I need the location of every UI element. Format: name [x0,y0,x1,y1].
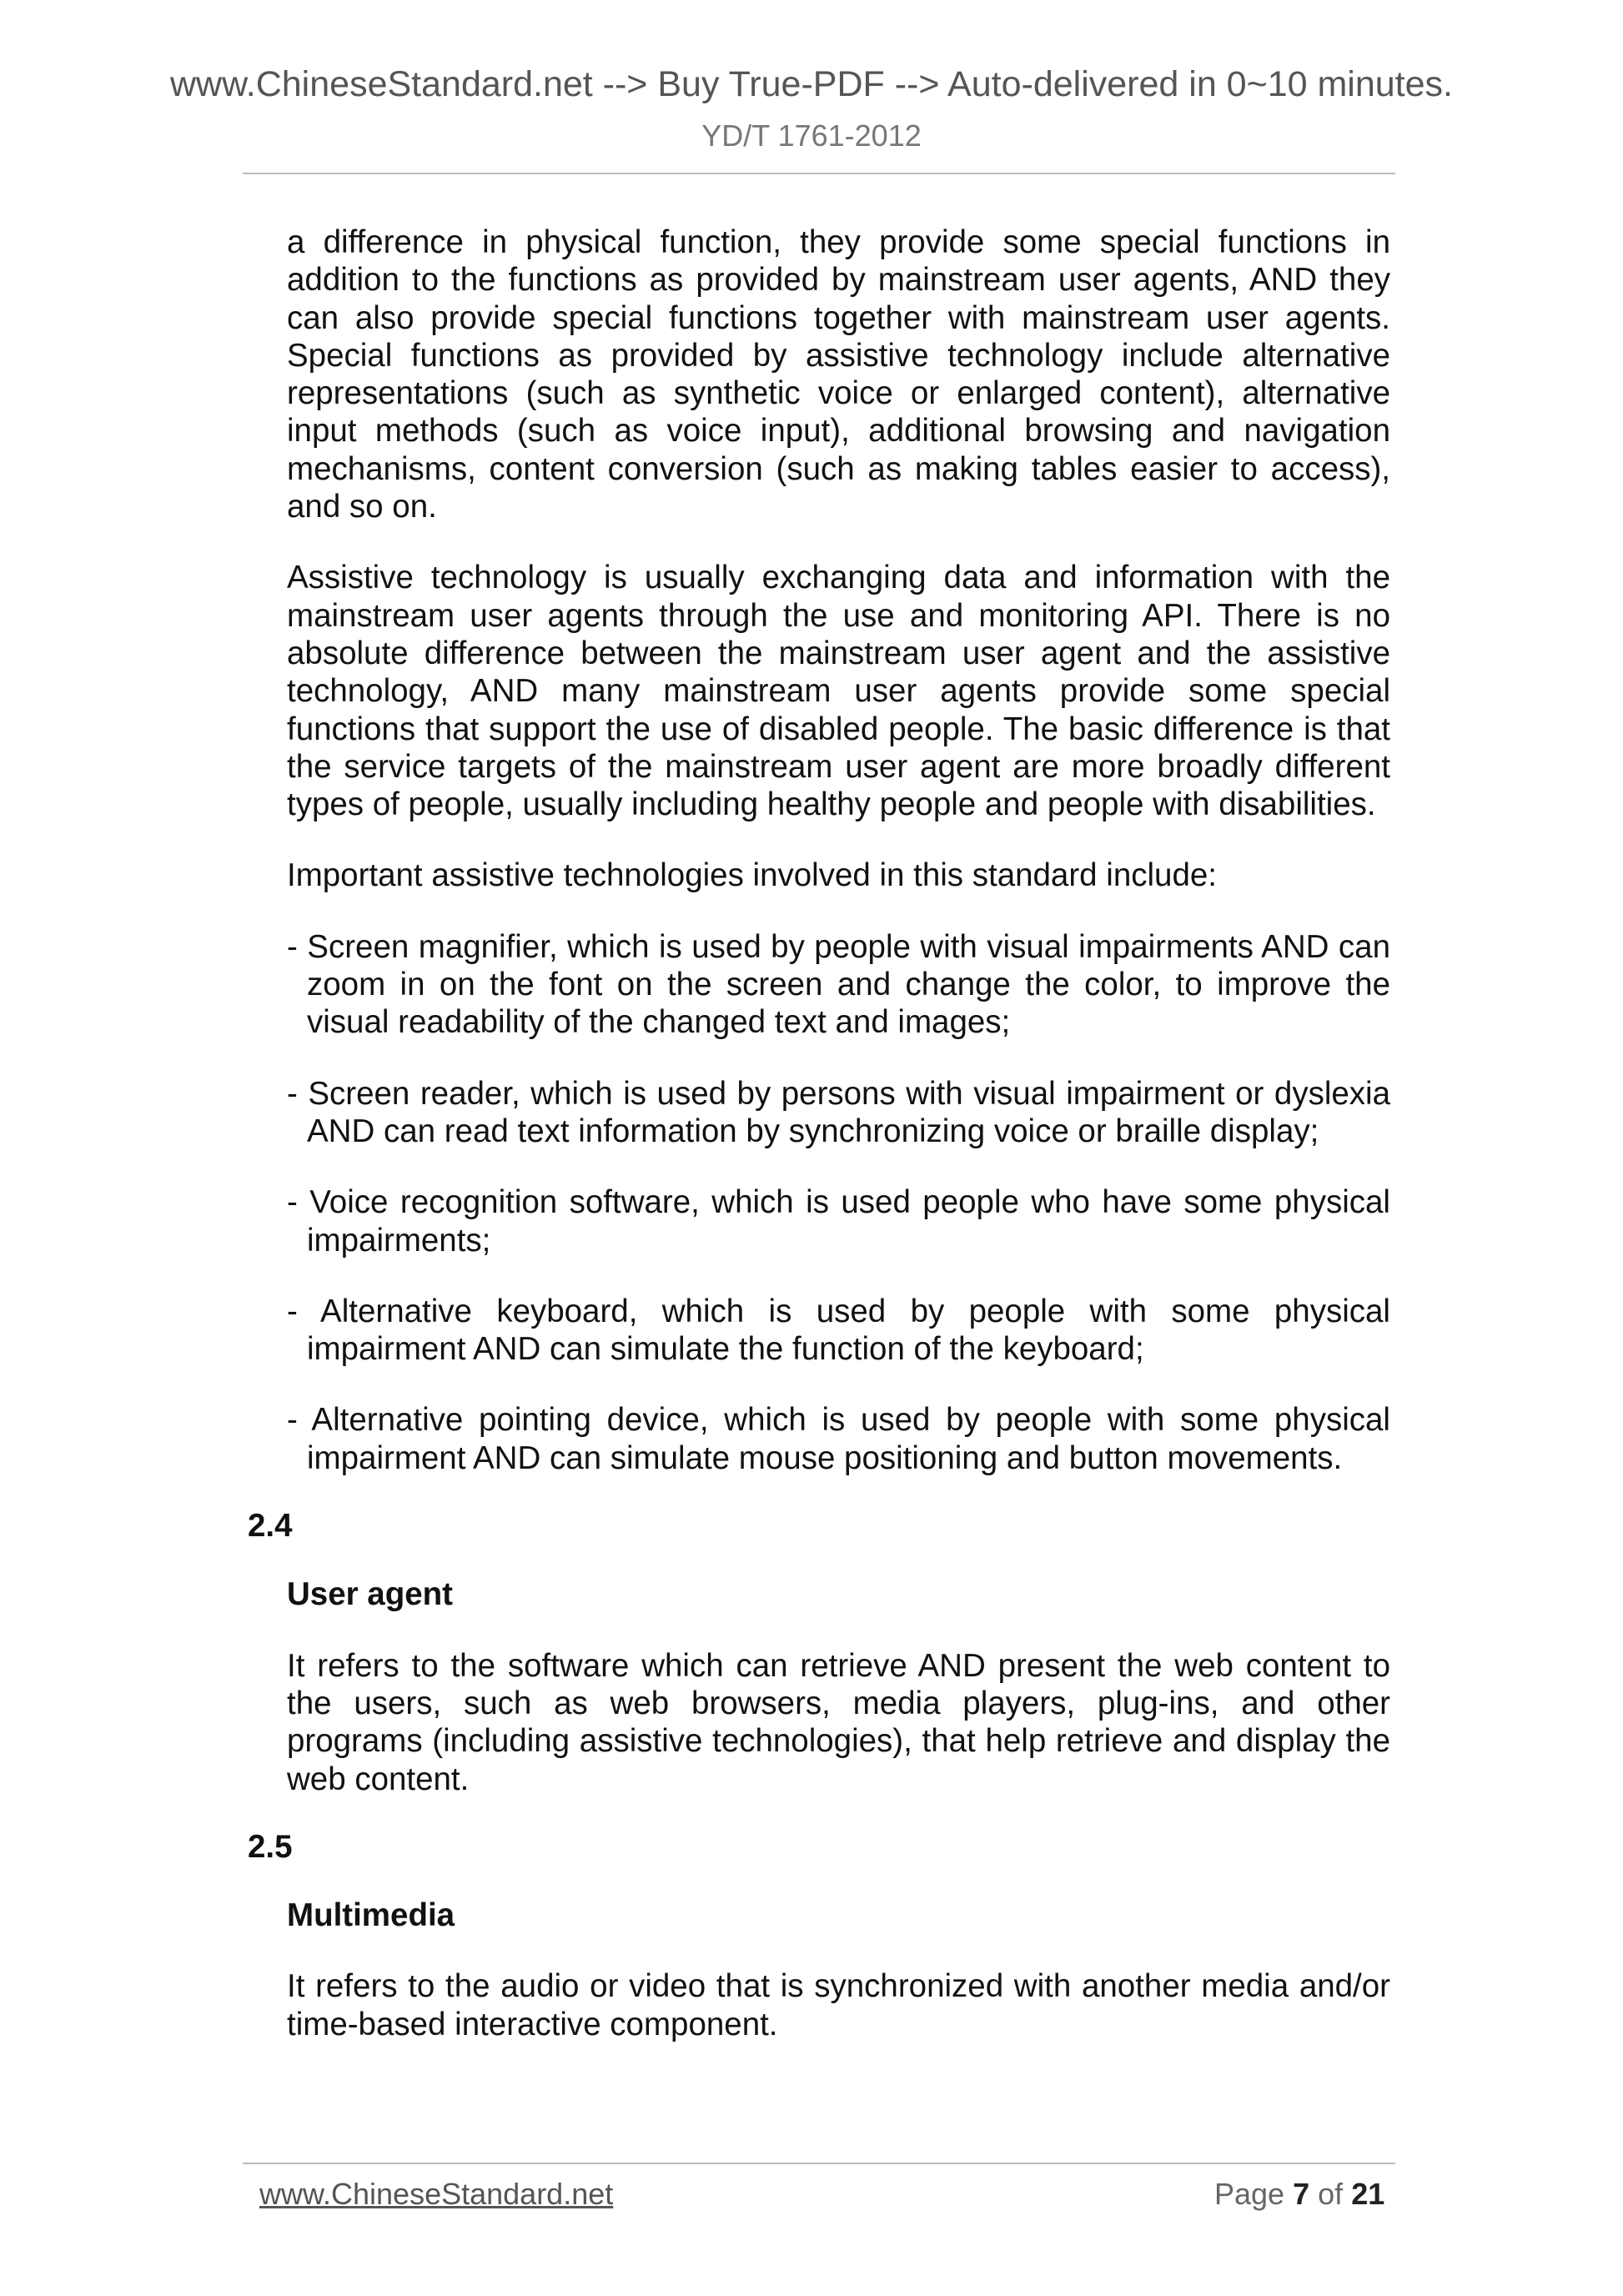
section-2-5 [248,1828,1390,2043]
section-definition: It refers to the audio or video that is synchronized with another media and/or time-based interactive component. [287,1968,1390,2042]
section-term: User agent [287,1576,453,1613]
footer-site-link[interactable]: www.ChineseStandard.net [259,2177,614,2211]
section-number: 2.4 [248,1508,293,1545]
page-indicator [1214,2176,1384,2212]
header-divider [243,173,1395,174]
document-body [248,224,1390,2077]
header-banner: www.ChineseStandard.net --> Buy True-PDF --> Auto-delivered in 0~10 minutes. [169,64,1453,104]
page-current: 7 [1293,2177,1310,2211]
list-item: - Screen reader, which is used by persons with visual impairment or dyslexia AND can read text information by synchronizing voice or braille display; [287,1075,1390,1149]
list-item: - Alternative keyboard, which is used by people with some physical impairment AND can simulate the function of the keyboard; [287,1293,1390,1368]
body-paragraph: Assistive technology is usually exchanging data and information with the mainstream user agents through the use and monitoring API. There is no absolute difference between the mainstream user agent and the assistive technology, AND many mainstream user agents provide some special functions that support the use of disabled people. The basic difference is that the service targets of the mainstream user agent are more broadly different types of people, usually including healthy people and people with disabilities. [287,560,1390,823]
page-of: of [1318,2177,1344,2211]
list-item: - Voice recognition software, which is used people who have some physical impairments; [287,1184,1390,1259]
section-number: 2.5 [248,1828,293,1865]
section-definition: It refers to the software which can retrieve AND present the web content to the users, such as web browsers, media players, plug-ins, and other programs (including assistive technologies), that help retrieve and display the web content. [287,1647,1390,1797]
footer-divider [243,2163,1395,2164]
body-paragraph: Important assistive technologies involved in this standard include: [287,857,1217,894]
section-2-4 [248,1507,1390,1798]
assistive-technology-list [287,928,1390,1477]
body-paragraph: a difference in physical function, they provide some special functions in addition to the functions as provided by mainstream user agents, AND they can also provide special functions together with mainstream user agents. Special functions as provided by assistive technology include alternative representations (such as synthetic voice or enlarged content), alternative input methods (such as voice input), additional browsing and navigation mechanisms, content conversion (such as making tables easier to access), and so on. [287,224,1390,525]
list-item: - Screen magnifier, which is used by people with visual impairments AND can zoom in on the font on the screen and change the color, to improve the visual readability of the changed text and images; [287,928,1390,1041]
page-total: 21 [1351,2177,1385,2211]
page-prefix: Page [1214,2177,1285,2211]
section-term: Multimedia [287,1897,455,1934]
document-id: YD/T 1761-2012 [701,118,922,153]
list-item: - Alternative pointing device, which is used by people with some physical impairment AND can simulate mouse positioning and button movements. [287,1402,1390,1476]
